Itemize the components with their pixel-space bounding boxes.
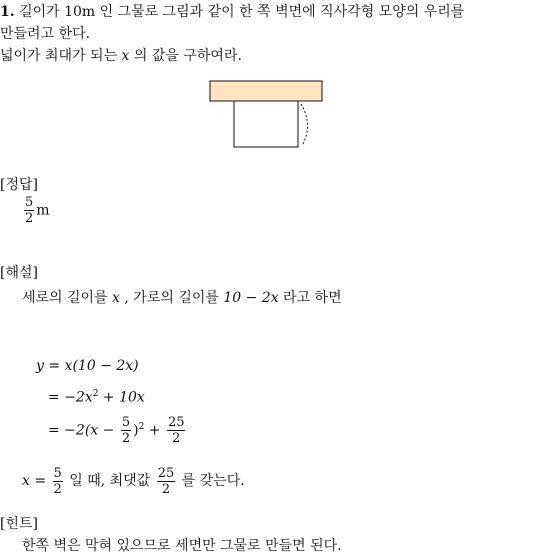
conclusion (22, 464, 245, 498)
eq3-fraction-2 (167, 415, 186, 446)
concl-var: x = (22, 473, 47, 489)
answer-denominator: 2 (25, 211, 34, 226)
intro-text-c: 라고 하면 (278, 290, 342, 306)
eq3-head: = −2(x − (48, 422, 119, 439)
concl-fraction-2 (157, 466, 176, 497)
problem-text-2: 만들려고 한다. (0, 26, 91, 42)
problem-line-2 (0, 24, 90, 44)
explanation-intro (22, 288, 342, 308)
problem-line-3 (0, 46, 242, 66)
hint-text: 한쪽 벽은 막혀 있으므로 세면만 그물로 만들면 된다. (22, 538, 342, 554)
explanation-label: [해설] (0, 265, 38, 281)
eq3-fraction-1 (121, 415, 131, 446)
answer-fraction (24, 195, 34, 226)
answer-label: [정답] (0, 177, 38, 193)
answer-numerator: 5 (25, 195, 34, 210)
eq3-frac2-den: 2 (172, 431, 181, 447)
problem-variable: x (121, 48, 130, 64)
problem-text-3b: 의 값을 구하여라. (129, 48, 242, 64)
eq1-lhs: y (36, 358, 44, 374)
equation-2 (48, 384, 145, 408)
eq2-exponent: 2 (92, 389, 99, 399)
eq3-exponent: 2 (138, 422, 145, 432)
pen-figure (205, 76, 330, 152)
intro-var: x (112, 290, 120, 306)
concl-mid: 일 때, 최댓값 (64, 473, 155, 489)
problem-text-3a: 넓이가 최대가 되는 (0, 48, 122, 64)
concl-frac2-den: 2 (161, 481, 171, 497)
concl-frac2-num: 25 (157, 465, 175, 481)
concl-frac1-den: 2 (53, 481, 62, 497)
answer-value (22, 195, 50, 226)
eq2-head: = −2x (48, 389, 93, 406)
hint-label: [힌트] (0, 516, 38, 532)
eq3-frac2-num: 25 (167, 415, 185, 431)
eq1-rhs: = x(10 − 2x) (48, 358, 139, 374)
equation-1 (36, 356, 139, 376)
concl-frac1-num: 5 (53, 465, 62, 481)
eq3-frac1-num: 5 (121, 415, 131, 431)
equation-3 (48, 410, 187, 448)
intro-text-a: 세로의 길이를 (22, 290, 113, 306)
side-length-brace (301, 104, 308, 144)
eq3-frac1-den: 2 (121, 431, 131, 447)
fence-rectangle (234, 101, 298, 147)
intro-expression: 10 − 2x (223, 290, 279, 306)
eq3-mid: ) (133, 422, 139, 439)
problem-line-1 (0, 2, 464, 22)
concl-tail: 를 갖는다. (177, 473, 245, 489)
answer-unit: m (36, 202, 50, 219)
problem-text-1: 길이가 10m 인 그물로 그림과 같이 한 쪽 벽면에 직사각형 모양의 우리를 (19, 4, 465, 20)
wall (210, 81, 322, 101)
problem-number: 1. (0, 4, 15, 20)
concl-fraction-1 (53, 466, 63, 497)
intro-text-b: , 가로의 길이를 (119, 290, 224, 306)
eq3-plus: + (144, 422, 165, 439)
eq2-tail: + 10x (98, 389, 145, 406)
